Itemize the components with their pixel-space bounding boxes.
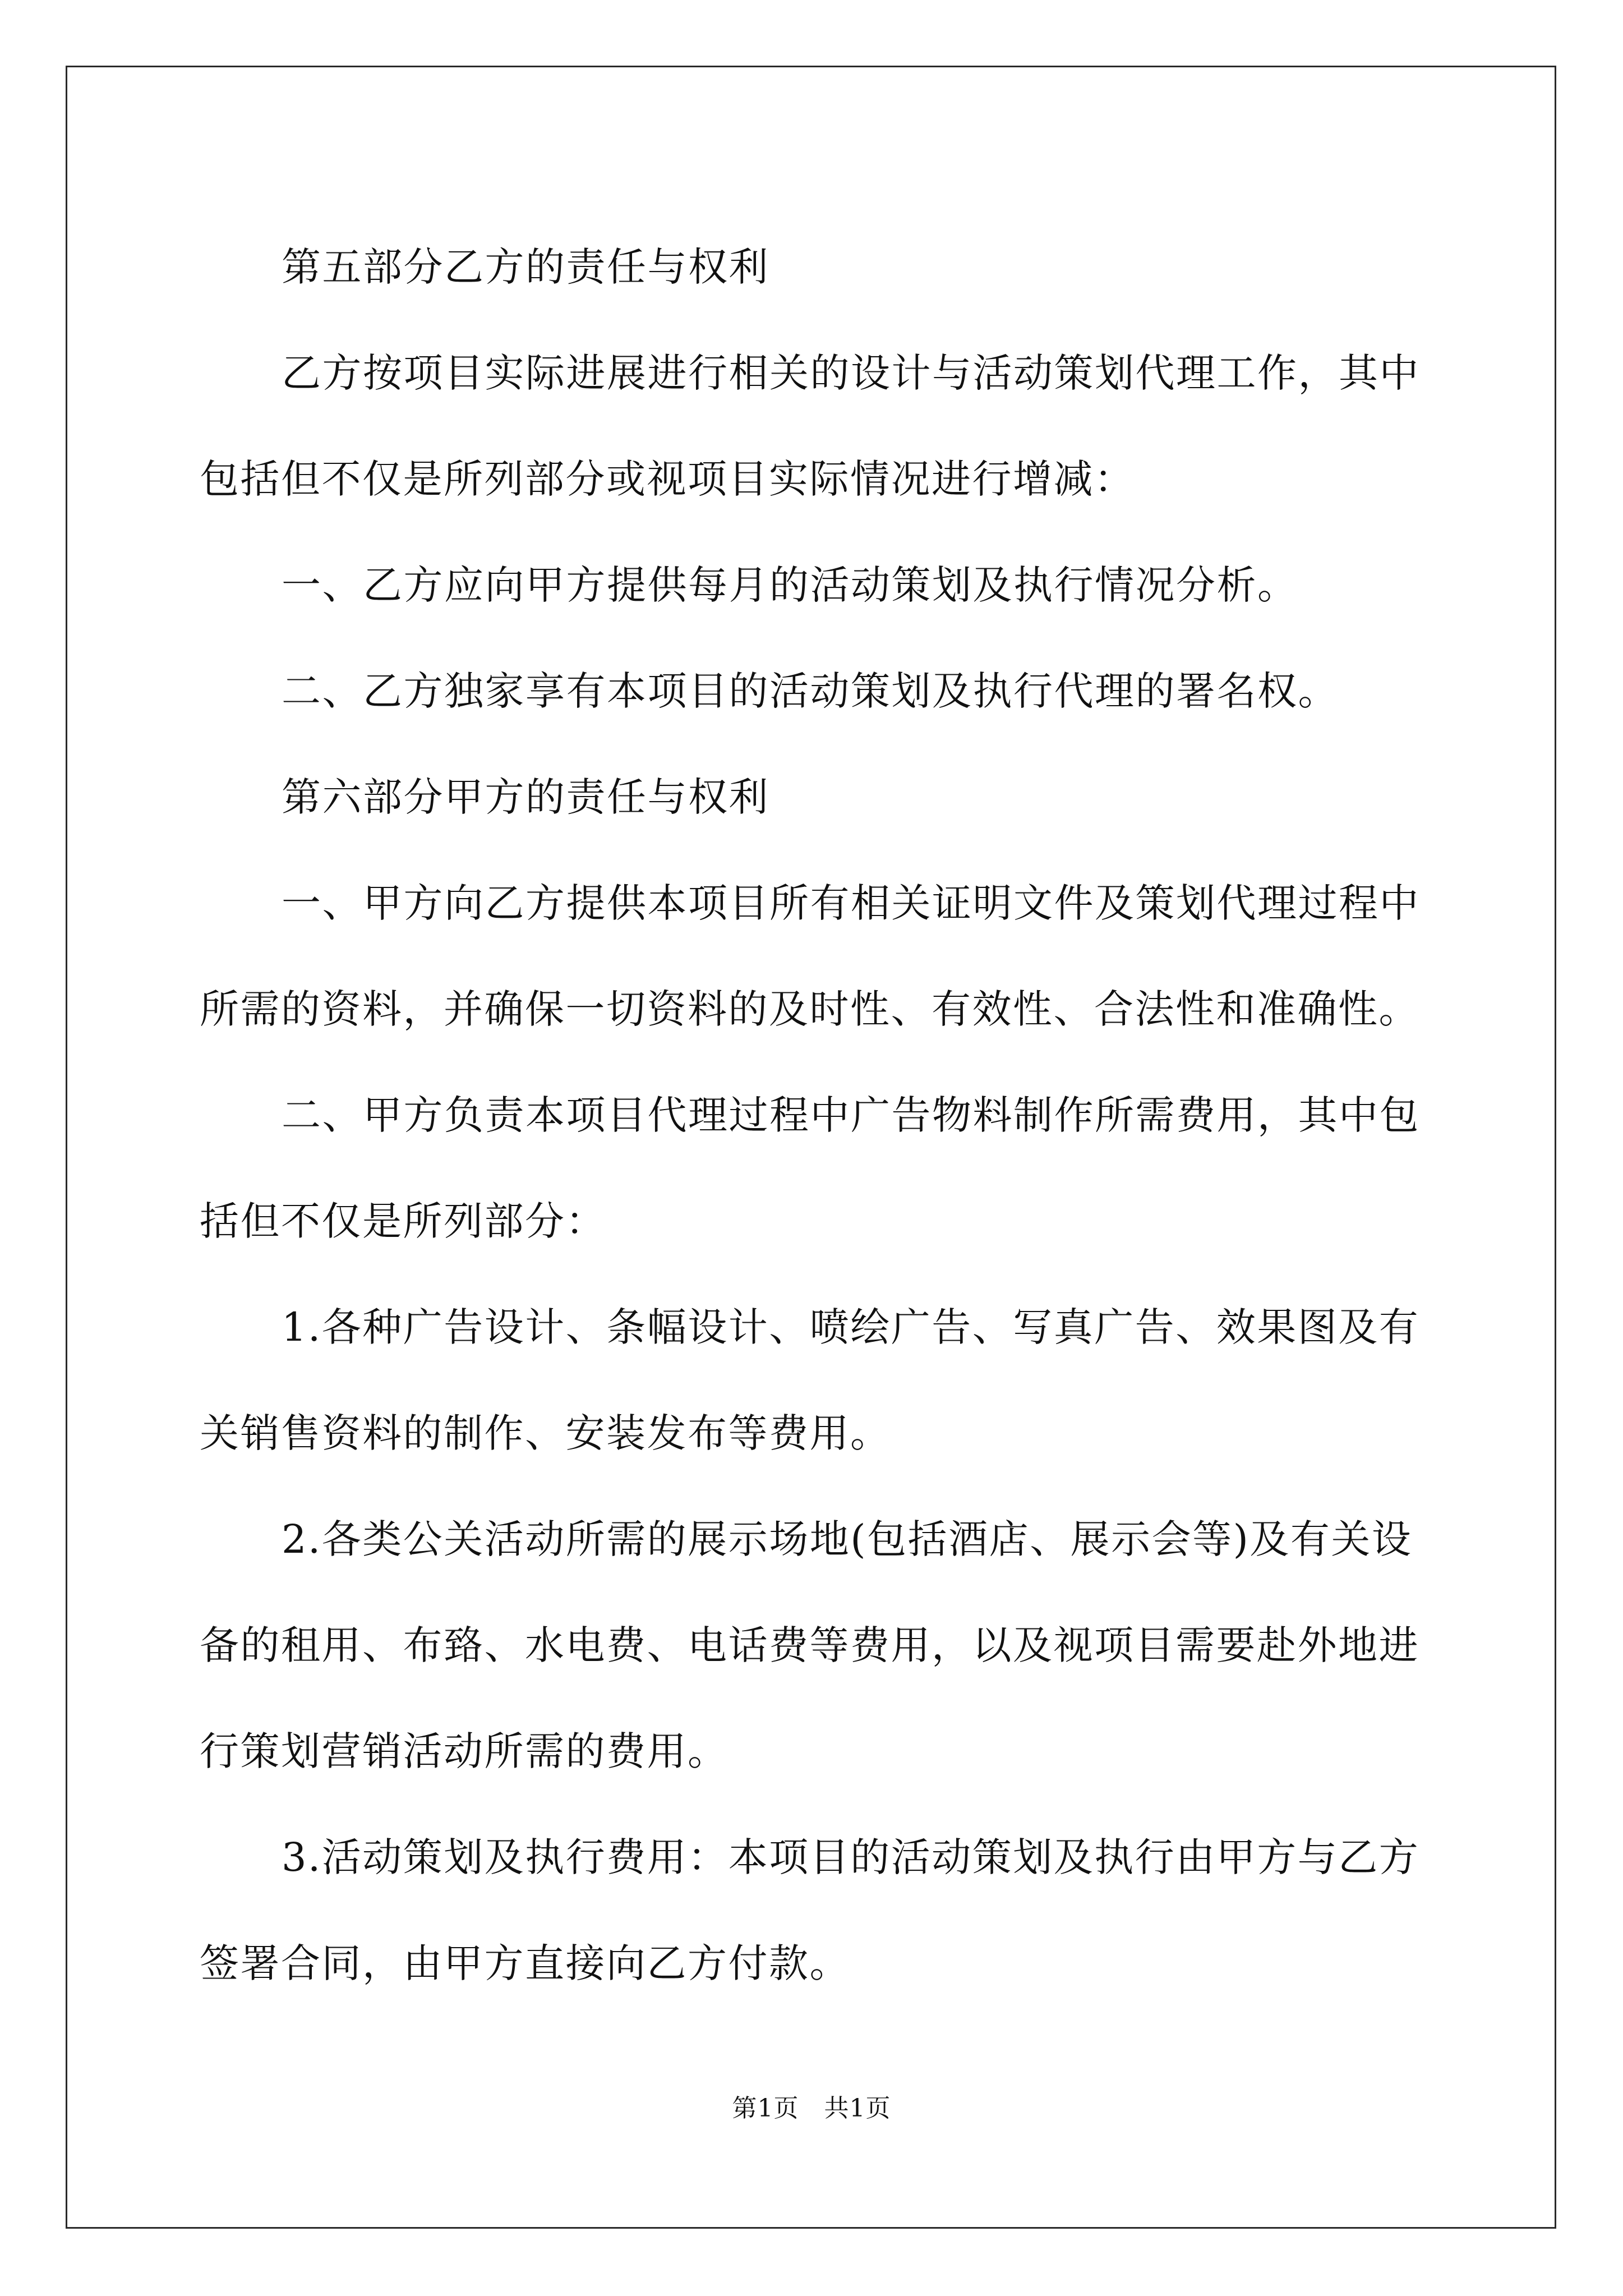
paragraph-cost-item-1: 1.各种广告设计、条幅设计、喷绘广告、写真广告、效果图及有关销售资料的制作、安装发布等费用。 [200,1304,1420,1456]
paragraph-partya-item-2: 二、甲方负责本项目代理过程中广告物料制作所需费用，其中包括但不仅是所列部分： [200,1092,1420,1244]
section-heading-part6: 第六部分甲方的责任与权利 [282,774,769,820]
paragraph-partyb-work-scope: 乙方按项目实际进展进行相关的设计与活动策划代理工作，其中包括但不仅是所列部分或视项目实际情况进行增减： [200,350,1420,502]
paragraph-partya-item-1: 一、甲方向乙方提供本项目所有相关证明文件及策划代理过程中所需的资料，并确保一切资料的及时性、有效性、合法性和准确性。 [200,880,1420,1032]
section-heading-part5: 第五部分乙方的责任与权利 [282,244,769,290]
paragraph-cost-item-2: 2.各类公关活动所需的展示场地(包括酒店、展示会等)及有关设备的租用、布臵、水电费、电话费等费用，以及视项目需要赴外地进行策划营销活动所需的费用。 [200,1516,1419,1774]
paragraph-partyb-item-1: 一、乙方应向甲方提供每月的活动策划及执行情况分析。 [282,562,1298,608]
paragraph-cost-item-3: 3.活动策划及执行费用：本项目的活动策划及执行由甲方与乙方签署合同，由甲方直接向乙方付款。 [200,1834,1420,1986]
document-body [200,214,1428,2017]
paragraph-partyb-item-2: 二、乙方独家享有本项目的活动策划及执行代理的署名权。 [282,668,1339,714]
page-number-footer: 第1页 共1页 [732,2094,891,2123]
